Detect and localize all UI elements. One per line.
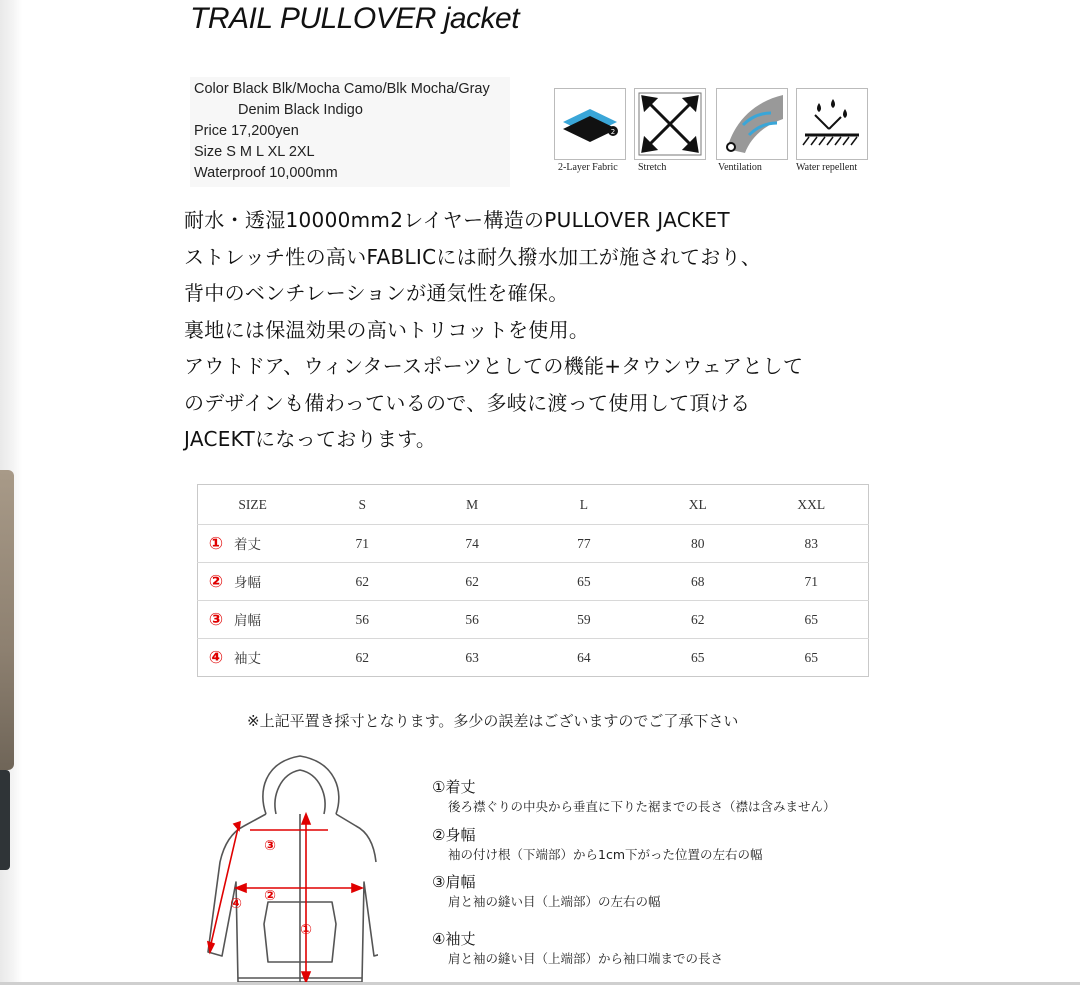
stretch-icon	[634, 88, 706, 160]
spec-price: Price 17,200yen	[194, 123, 299, 139]
row-label: 身幅	[234, 575, 261, 590]
header-cell: XL	[641, 485, 755, 525]
table-header-row	[198, 485, 869, 525]
header-cell: SIZE	[198, 485, 308, 525]
description-line: JACEKTになっております。	[184, 427, 437, 451]
spec-size: Size S M L XL 2XL	[194, 144, 315, 160]
legend-desc: 肩と袖の縫い目（上端部）の左右の幅	[448, 894, 661, 909]
row-number: ④	[208, 648, 224, 668]
row-label-cell	[198, 601, 308, 639]
size-table	[197, 484, 869, 677]
table-cell: 56	[417, 601, 527, 639]
legend-title: ①着丈	[432, 778, 476, 796]
product-description	[184, 202, 803, 458]
legend-title: ③肩幅	[432, 873, 476, 891]
table-cell: 80	[641, 525, 755, 563]
spec-panel	[190, 77, 510, 187]
header-cell: XXL	[755, 485, 869, 525]
table-row	[198, 563, 869, 601]
table-cell: 68	[641, 563, 755, 601]
table-cell: 77	[527, 525, 641, 563]
product-photo-edge	[0, 0, 22, 985]
row-number: ③	[208, 610, 224, 630]
spec-color-cont: Denim Black Indigo	[238, 102, 363, 118]
legend-desc: 肩と袖の縫い目（上端部）から袖口端までの長さ	[448, 951, 724, 966]
table-cell: 64	[577, 649, 591, 665]
measurement-note: ※上記平置き採寸となります。多少の誤差はございますのでご了承下さい	[247, 712, 739, 730]
diagram-mark-2: ②	[264, 888, 276, 904]
table-cell: 62	[355, 649, 370, 665]
label-two-layer: 2-Layer Fabric	[558, 162, 618, 173]
label-water-repellent: Water repellent	[796, 162, 858, 173]
description-line: 裏地には保温効果の高いトリコットを使用。	[184, 317, 590, 342]
row-label-cell	[198, 525, 308, 563]
description-line: 背中のベンチレーションが通気性を確保。	[184, 281, 569, 305]
header-cell: L	[527, 485, 641, 525]
row-label-cell	[198, 563, 308, 601]
table-cell: 65	[690, 649, 705, 665]
legend-title: ④袖丈	[432, 930, 476, 948]
description-line: ストレッチ性の高いFABLICには耐久撥水加工が施されており、	[184, 244, 762, 269]
description-line: 耐水・透湿10000mm2レイヤー構造のPULLOVER JACKET	[184, 208, 730, 232]
diagram-mark-4: ④	[230, 896, 242, 912]
table-cell: 59	[527, 601, 641, 639]
legend-item	[432, 776, 836, 815]
two-layer-fabric-icon	[554, 88, 626, 160]
table-row	[198, 601, 869, 639]
ventilation-icon	[716, 88, 788, 160]
row-label: 肩幅	[234, 613, 261, 628]
label-stretch: Stretch	[638, 162, 667, 173]
diagram-mark-1: ①	[300, 922, 312, 938]
table-cell: 71	[755, 563, 869, 601]
pants-photo-fragment	[0, 770, 10, 870]
legend-item	[432, 928, 723, 967]
table-row	[198, 525, 869, 563]
table-cell: 62	[307, 563, 417, 601]
legend-item	[432, 824, 763, 863]
spec-waterproof: Waterproof 10,000mm	[194, 165, 338, 181]
header-cell: S	[307, 485, 417, 525]
table-cell: 63	[465, 649, 479, 665]
label-ventilation: Ventilation	[718, 162, 762, 173]
table-cell: 71	[307, 525, 417, 563]
svg-text:2: 2	[610, 128, 616, 136]
table-cell: 65	[755, 601, 869, 639]
jacket-photo-fragment	[0, 470, 14, 770]
table-cell: 65	[804, 649, 819, 665]
legend-item	[432, 871, 661, 910]
table-row	[198, 639, 869, 677]
product-title: TRAIL PULLOVER jacket	[190, 2, 520, 35]
row-label-cell	[198, 639, 308, 677]
description-line: アウトドア、ウィンタースポーツとしての機能+タウンウェアとして	[184, 354, 804, 378]
spec-color: Color Black Blk/Mocha Camo/Blk Mocha/Gray	[194, 81, 490, 97]
legend-desc: 袖の付け根（下端部）から1cm下がった位置の左右の幅	[448, 847, 763, 862]
table-cell: 83	[755, 525, 869, 563]
diagram-mark-3: ③	[264, 838, 276, 854]
water-repellent-icon	[796, 88, 868, 160]
table-cell: 65	[527, 563, 641, 601]
table-cell: 74	[417, 525, 527, 563]
hoodie-measurement-diagram	[198, 752, 378, 985]
description-line: のデザインも備わっているので、多岐に渡って使用して頂ける	[184, 390, 751, 415]
row-label: 着丈	[234, 537, 261, 552]
legend-desc: 後ろ襟ぐりの中央から垂直に下りた裾までの長さ（襟は含みません）	[448, 799, 836, 814]
legend-title: ②身幅	[432, 826, 476, 844]
row-number: ②	[208, 572, 224, 592]
feature-icons	[554, 88, 874, 183]
table-cell: 62	[641, 601, 755, 639]
row-label: 袖丈	[234, 651, 261, 666]
table-cell: 56	[307, 601, 417, 639]
table-cell: 62	[417, 563, 527, 601]
header-cell: M	[417, 485, 527, 525]
row-number: ①	[208, 534, 224, 554]
